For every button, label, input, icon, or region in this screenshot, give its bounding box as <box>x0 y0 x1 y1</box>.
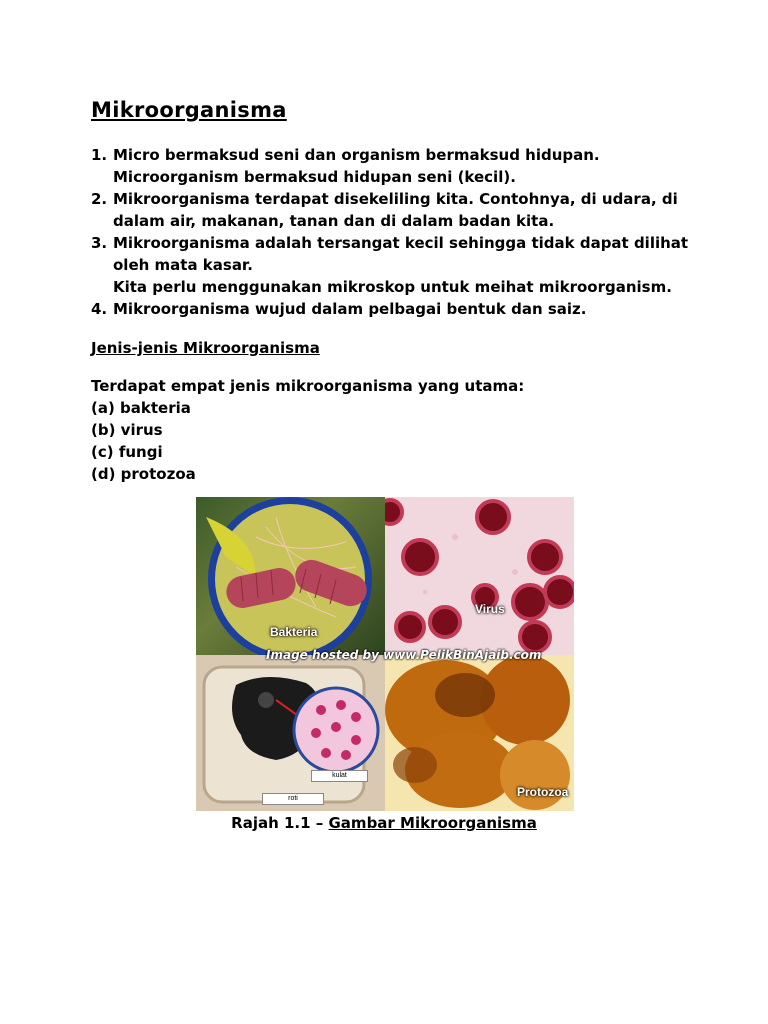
item-line: dalam air, makanan, tanan dan di dalam badan kita. <box>113 212 555 230</box>
bacteria-image <box>196 497 385 655</box>
virus-image <box>385 497 574 655</box>
bacteria-label: Bakteria <box>270 625 318 639</box>
figure-caption <box>0 814 768 832</box>
virus-label: Virus <box>475 602 505 616</box>
protozoa-label: Protozoa <box>517 785 569 799</box>
list-item <box>91 298 691 320</box>
list-item <box>91 232 691 298</box>
types-block <box>91 375 524 485</box>
caption-prefix: Rajah 1.1 – <box>231 814 329 832</box>
mould-label: kulat <box>311 770 368 782</box>
bread-label: roti <box>262 793 324 805</box>
section-heading: Jenis-jenis Mikroorganisma <box>91 339 320 357</box>
caption-title: Gambar Mikroorganisma <box>328 814 537 832</box>
item-number: 3. <box>91 234 108 252</box>
type-item: (b) virus <box>91 421 163 439</box>
item-number: 4. <box>91 300 108 318</box>
item-line: oleh mata kasar. <box>113 256 253 274</box>
protozoa-image <box>385 655 574 811</box>
virus-illustration <box>385 497 574 655</box>
list-item <box>91 144 691 188</box>
page-title: Mikroorganisma <box>91 98 287 122</box>
fungi-illustration <box>196 655 385 811</box>
fungi-image <box>196 655 385 811</box>
type-item: (c) fungi <box>91 443 163 461</box>
microorganism-figure <box>196 497 574 811</box>
item-line: Mikroorganisma adalah tersangat kecil sehingga tidak dapat dilihat <box>113 234 689 252</box>
item-line: Mikroorganisma wujud dalam pelbagai bentuk dan saiz. <box>113 300 587 318</box>
list-item <box>91 188 691 232</box>
item-line: Microorganism bermaksud hidupan seni (kecil). <box>113 168 516 186</box>
type-item: (d) protozoa <box>91 465 196 483</box>
item-number: 2. <box>91 190 108 208</box>
item-line: Mikroorganisma terdapat disekeliling kita. Contohnya, di udara, di <box>113 190 678 208</box>
item-number: 1. <box>91 146 108 164</box>
item-line: Kita perlu menggunakan mikroskop untuk meihat mikroorganism. <box>113 278 672 296</box>
type-item: (a) bakteria <box>91 399 191 417</box>
intro-text: Terdapat empat jenis mikroorganisma yang utama: <box>91 377 525 395</box>
item-line: Micro bermaksud seni dan organism bermaksud hidupan. <box>113 146 600 164</box>
points-list <box>91 144 691 320</box>
image-watermark: Image hosted by www.PelikBinAjaib.com <box>266 648 542 662</box>
